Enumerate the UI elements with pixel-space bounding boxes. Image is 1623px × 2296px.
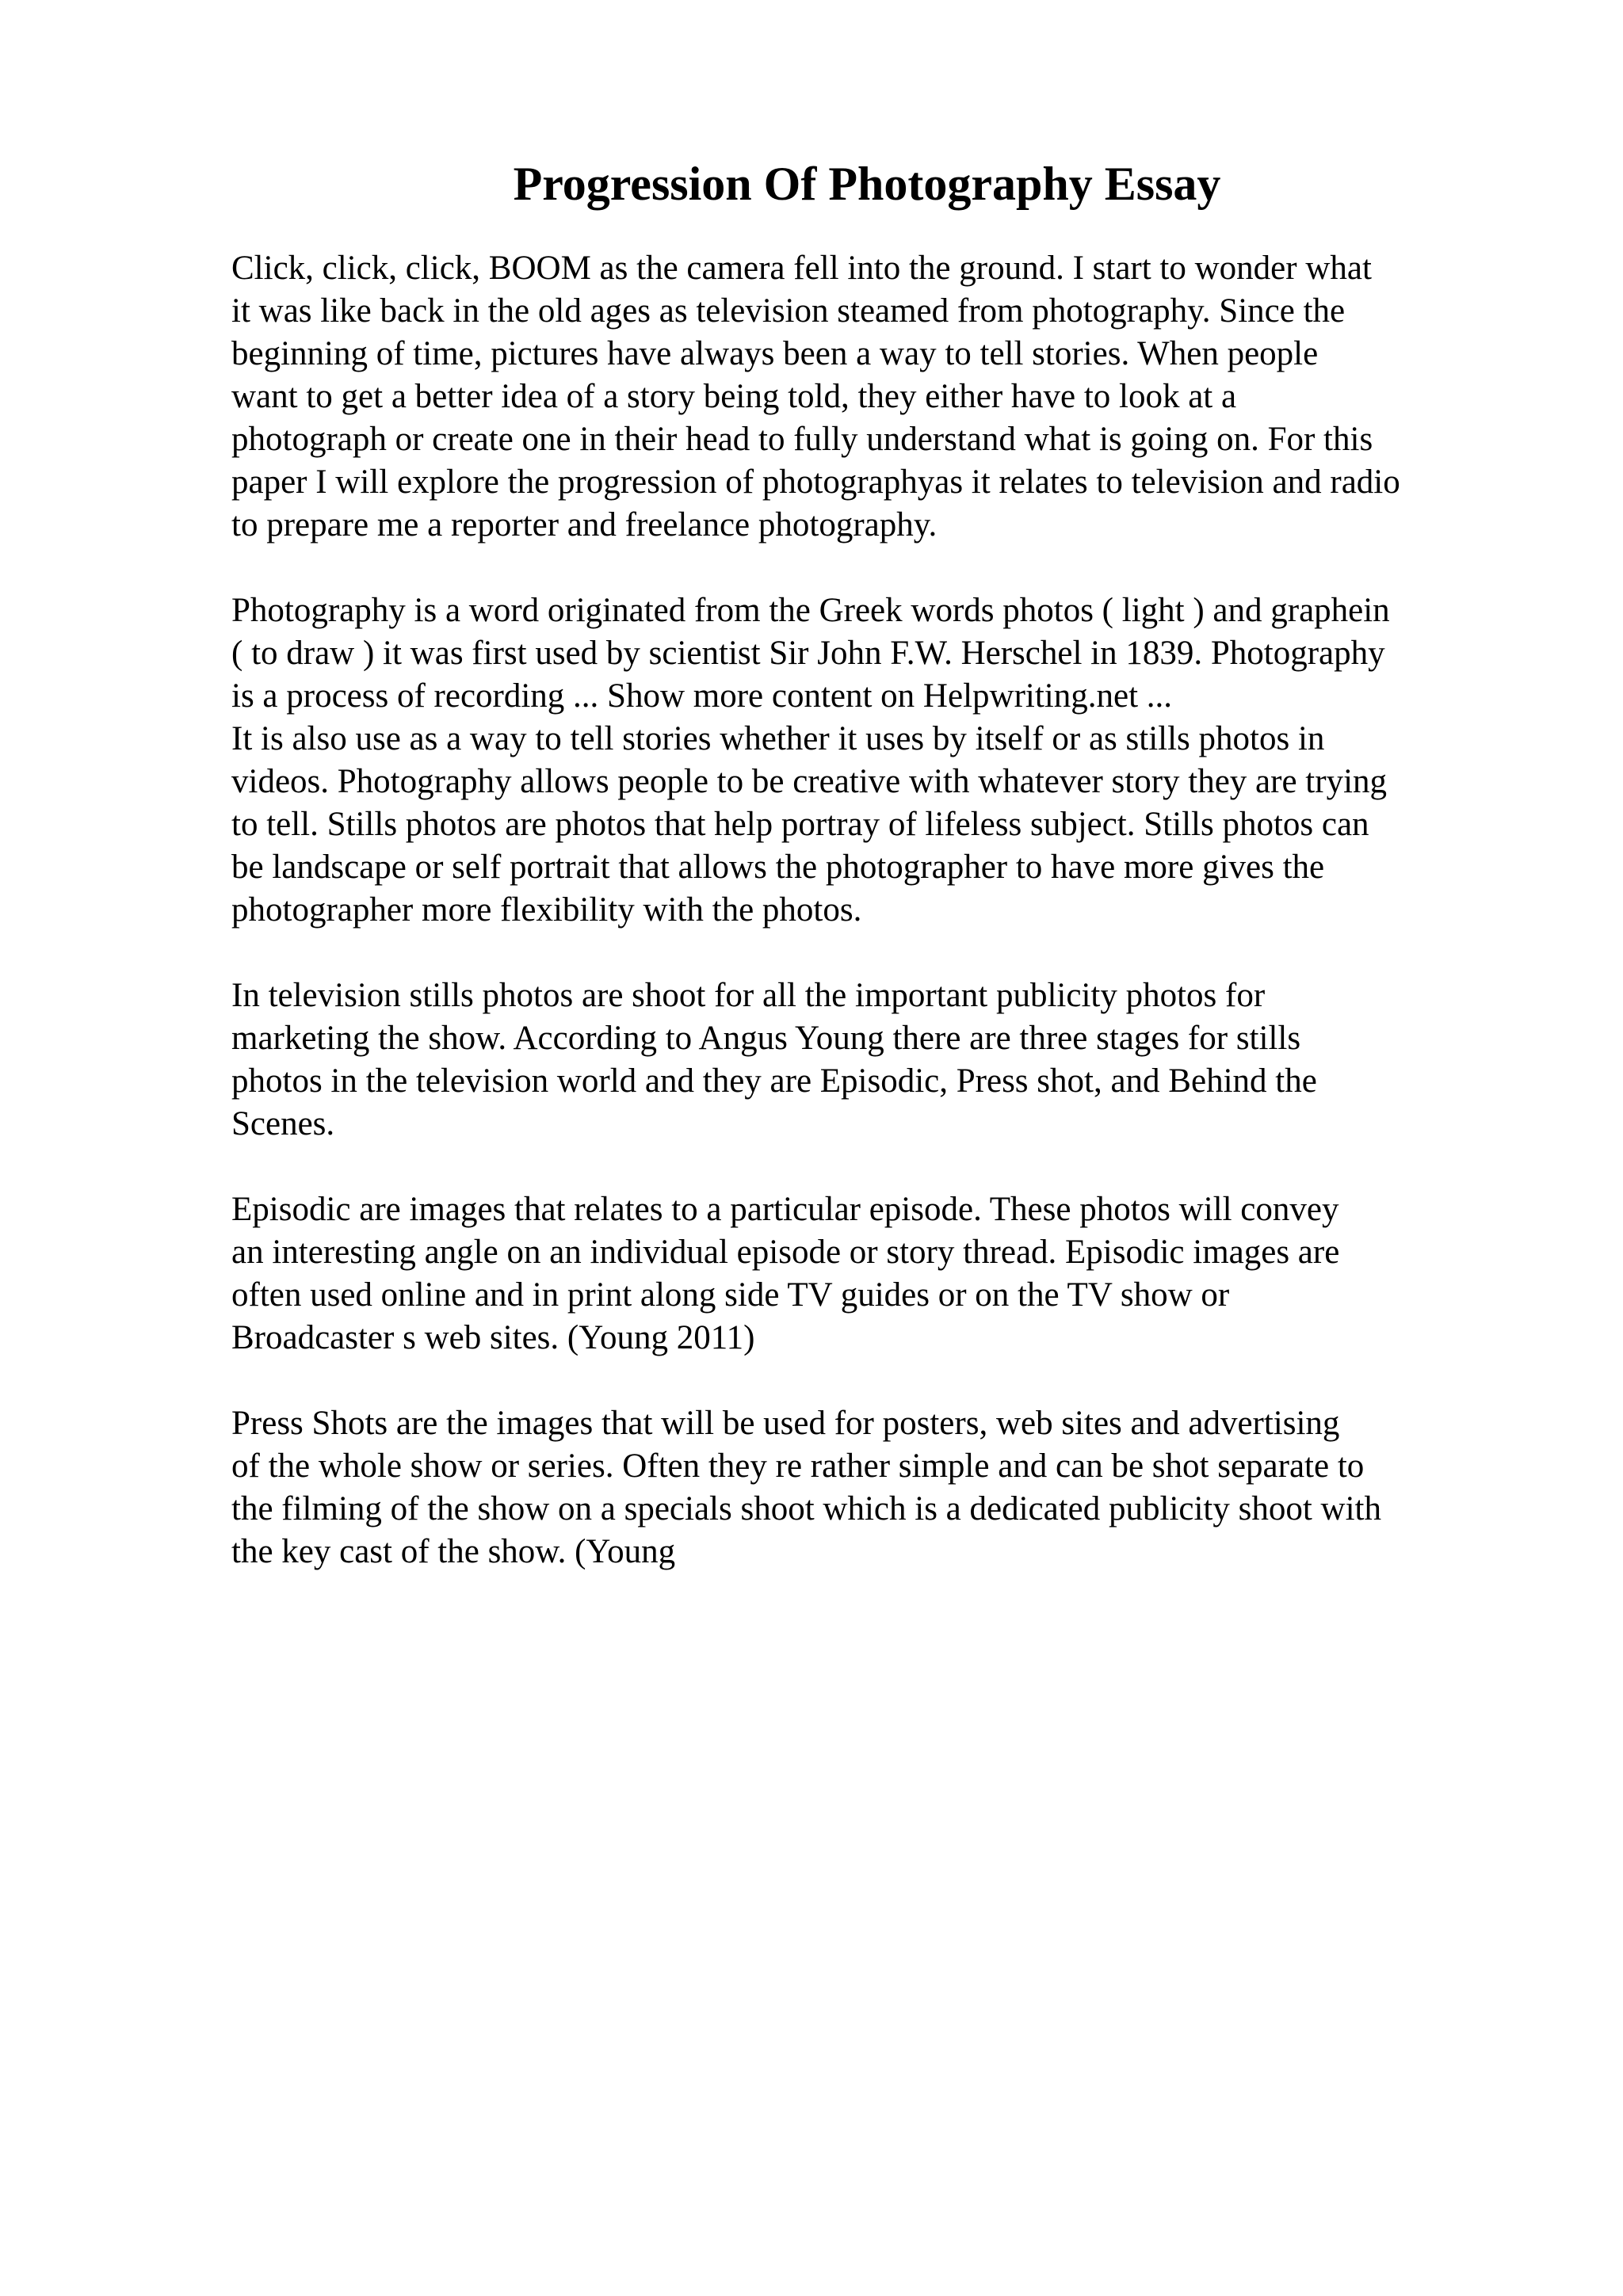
text-line: be landscape or self portrait that allows the photographer to have more gives the [231, 849, 1325, 886]
text-line: photos in the television world and they are Episodic, Press shot, and Behind the [231, 1062, 1317, 1100]
text-line: ( to draw ) it was first used by scientist Sir John F.W. Herschel in 1839. Photography [231, 635, 1385, 672]
text-line: Click, click, click, BOOM as the camera fell into the ground. I start to wonder what [231, 250, 1372, 287]
text-line: it was like back in the old ages as television steamed from photography. Since the [231, 292, 1346, 330]
document-body [231, 247, 1594, 1616]
text-line: In television stills photos are shoot for all the important publicity photos for [231, 977, 1266, 1014]
text-line: Scenes. [231, 1105, 335, 1142]
paragraph [231, 589, 1594, 932]
text-line: is a process of recording ... Show more content on Helpwriting.net ... [231, 677, 1173, 715]
text-line: videos. Photography allows people to be creative with whatever story they are trying [231, 763, 1388, 800]
text-line: to tell. Stills photos are photos that help portray of lifeless subject. Stills photos can [231, 806, 1369, 843]
text-line: beginning of time, pictures have always been a way to tell stories. When people [231, 335, 1319, 372]
text-line: an interesting angle on an individual episode or story thread. Episodic images are [231, 1234, 1340, 1271]
text-line: photographer more flexibility with the photos. [231, 891, 862, 929]
text-line: Broadcaster s web sites. (Young 2011) [231, 1319, 755, 1356]
text-line: Episodic are images that relates to a particular episode. These photos will convey [231, 1191, 1339, 1228]
text-line: of the whole show or series. Often they re rather simple and can be shot separate to [231, 1447, 1365, 1485]
paragraph [231, 247, 1594, 547]
text-line: marketing the show. According to Angus Young there are three stages for stills [231, 1020, 1301, 1057]
text-line: Photography is a word originated from the Greek words photos ( light ) and graphein [231, 592, 1390, 629]
text-line: paper I will explore the progression of photographyas it relates to television and radio [231, 463, 1400, 501]
text-line: the key cast of the show. (Young [231, 1533, 676, 1570]
paragraph [231, 974, 1594, 1146]
document-title: Progression Of Photography Essay [513, 158, 1221, 210]
text-line: photograph or create one in their head to fully understand what is going on. For this [231, 421, 1373, 458]
text-line: the filming of the show on a specials shoot which is a dedicated publicity shoot with [231, 1490, 1381, 1527]
paragraph [231, 1188, 1594, 1360]
text-line: want to get a better idea of a story being told, they either have to look at a [231, 378, 1237, 415]
text-line: to prepare me a reporter and freelance photography. [231, 506, 938, 543]
text-line: often used online and in print along side TV guides or on the TV show or [231, 1276, 1230, 1314]
text-line: It is also use as a way to tell stories whether it uses by itself or as stills photos in [231, 720, 1325, 757]
paragraph [231, 1402, 1594, 1573]
text-line: Press Shots are the images that will be used for posters, web sites and advertising [231, 1405, 1340, 1442]
